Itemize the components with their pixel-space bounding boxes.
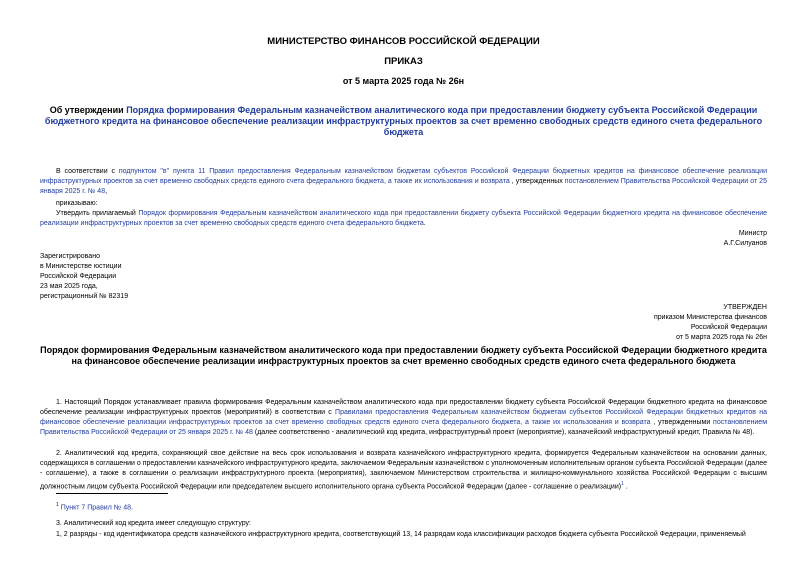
- registration-line-1: Зарегистрировано: [40, 253, 100, 260]
- registration-block: [40, 252, 128, 302]
- footnote: [56, 500, 133, 513]
- order-date-number: от 5 марта 2025 года № 26н: [342, 76, 465, 86]
- procedure-title: Порядок формирования Федеральным казначейством аналитического кода при предоставлении бюджету субъекта Российской Федерации бюджетного кредита на финансовое обеспечение реализации инфраструктурных проектов за счет временно свободных средств единого счета федерального бюджета: [40, 345, 767, 366]
- registration-line-3: Российской Федерации: [40, 273, 117, 280]
- approve-suffix: .: [423, 220, 426, 227]
- footnote-marker: 1: [56, 502, 59, 508]
- footnote-ref[interactable]: 1: [621, 481, 624, 487]
- footnote-link[interactable]: Пункт 7 Правил № 48: [60, 504, 131, 512]
- title-prefix: Об утверждении: [49, 105, 124, 115]
- item-3-paragraph: 3. Аналитический код кредита имеет следующую структуру:: [56, 520, 251, 527]
- preamble-link-rules[interactable]: подпунктом "в" пункта 11 Правил предоставления Федеральным казначейством бюджетам субъектов Российской Федерации бюджетных кредитов на финансовое обеспечение реализации инфраструктурных проектов за счет временно свободных средств единого счета федерального бюджета, а также их использования и возврата: [40, 168, 767, 185]
- registration-line-5: регистрационный № 82319: [40, 293, 129, 300]
- preamble-text-1: В соответствии с: [56, 168, 119, 175]
- item-1-link-resolution[interactable]: постановлением Правительства Российской Федерации от 25 января 2025 г. № 48: [40, 419, 768, 436]
- preamble-text-3: ,: [105, 188, 108, 195]
- footnote-suffix: .: [130, 504, 133, 512]
- preamble-paragraph: [40, 167, 767, 197]
- registration-line-2: в Министерстве юстиции: [40, 263, 122, 270]
- item-1-link-rules[interactable]: Правилами предоставления Федеральным казначейством бюджетам субъектов Российской Федерации бюджетных кредитов на финансовое обеспечение реализации инфраструктурных проектов за счет временно свободных средств единого счета федерального бюджета, а также их использования и возврата: [40, 409, 767, 426]
- signature-position: Министр: [738, 230, 767, 237]
- approve-prefix: Утвердить прилагаемый: [56, 210, 139, 217]
- item-3-1-paragraph: 1, 2 разряды - код идентификатора средств казначейского инфраструктурного кредита, соответствующий 13, 14 разрядам кода классификации расходов бюджета субъекта Российской Федерации, применяемый: [56, 531, 746, 538]
- ministry-header: МИНИСТЕРСТВО ФИНАНСОВ РОССИЙСКОЙ ФЕДЕРАЦИИ: [267, 36, 540, 47]
- footnote-separator: [56, 493, 168, 494]
- item-2-suffix: .: [623, 483, 628, 491]
- approve-paragraph: [40, 209, 767, 229]
- registration-line-4: 23 мая 2025 года,: [40, 283, 98, 290]
- approved-block: [517, 303, 767, 343]
- orders-word: приказываю:: [56, 200, 98, 207]
- item-1-text-3: (далее соответственно - аналитический код кредита, инфраструктурный проект (мероприятие), казначейский инфраструктурный кредит, Правила № 48).: [252, 429, 755, 436]
- doc-type: ПРИКАЗ: [384, 56, 423, 67]
- preamble-text-2: , утвержденных: [509, 178, 565, 185]
- signature-name: А.Г.Силуанов: [723, 240, 767, 247]
- item-1-text-1: 1. Настоящий Порядок устанавливает правила формирования Федеральным казначейством аналитического кода при предоставлении бюджету субъекта Российской Федерации бюджетного кредита на финансовое обеспечение реализации инфраструктурных проектов (мероприятий) в соответствии с: [40, 399, 767, 416]
- approve-link[interactable]: Порядок формирования Федеральным казначейством аналитического кода при предоставлении бюджету субъекта Российской Федерации бюджетного кредита на финансовое обеспечение реализации инфраструктурных проектов за счет временно свободных средств единого счета федерального бюджета: [40, 210, 767, 227]
- title-link[interactable]: Порядка формирования Федеральным казначейством аналитического кода при предоставлении бюджету субъекта Российской Федерации бюджетного кредита на финансовое обеспечение реализации инфраструктурных проектов за счет временно свободных средств единого счета федерального бюджета: [44, 105, 763, 137]
- order-title: [40, 105, 767, 138]
- item-2-paragraph: [40, 449, 767, 492]
- item-1-text-2: , утвержденными: [650, 419, 714, 426]
- preamble-link-resolution[interactable]: постановлением Правительства Российской Федерации от 25 января 2025 г. № 48: [40, 178, 767, 195]
- approved-line-2: приказом Министерства финансов: [653, 314, 767, 321]
- approved-line-4: от 5 марта 2025 года № 26н: [676, 334, 767, 341]
- approved-line-3: Российской Федерации: [690, 324, 767, 331]
- item-2-text: 2. Аналитический код кредита, сохраняющий свое действие на весь срок использования и возврата казначейского инфраструктурного кредита, формируется Федеральным казначейством на основании данных, содержащихся в соглашении о предоставлении казначейского инфраструктурного кредита, заключаемом Федеральным казначейством с уполномоченным исполнительным органом субъекта Российской Федерации (далее - соглашение), а также в соглашении о реализации инфраструктурного проекта (мероприятия), заключаемом Министерством строительства и жилищно-коммунального хозяйства Российской Федерации с высшим должностным лицом субъекта Российской Федерации или председателем высшего исполнительного органа субъекта Российской Федерации (далее - соглашение о реализации): [40, 450, 767, 491]
- item-1-paragraph: [40, 398, 767, 438]
- approved-line-1: УТВЕРЖДЕН: [723, 304, 767, 311]
